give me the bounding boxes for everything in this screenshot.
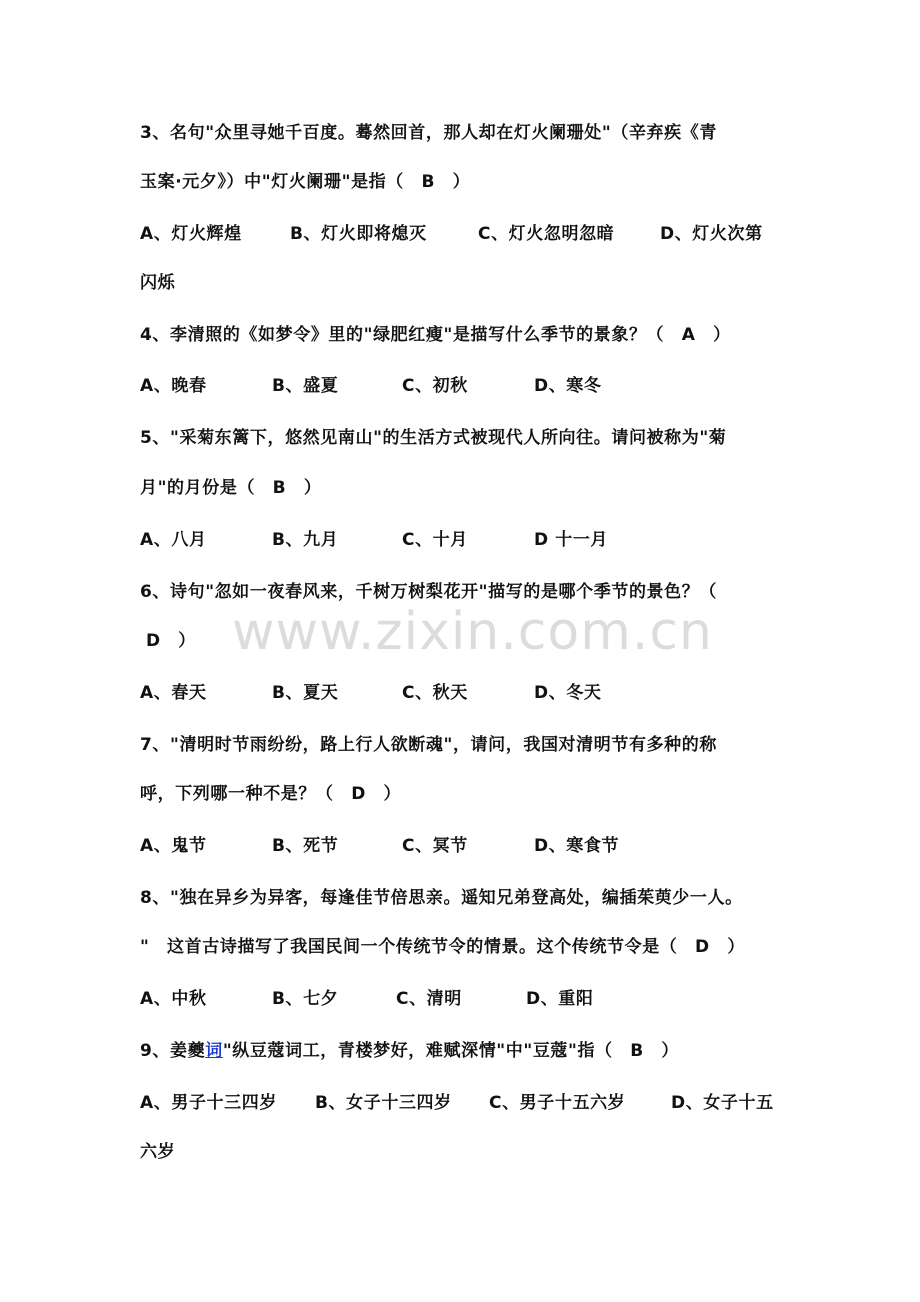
question-5-line-2: 月"的月份是（ B ）	[140, 478, 322, 498]
option-b: B、死节	[272, 836, 339, 856]
question-8-line-2: " 这首古诗描写了我国民间一个传统节令的情景。这个传统节令是（ D ）	[140, 937, 745, 957]
question-7-options	[140, 834, 619, 858]
option-b: B、夏天	[272, 683, 339, 703]
question-6-line-2: D ）	[146, 631, 196, 651]
question-5-options	[140, 528, 608, 552]
question-6-line-1: 6、诗句"忽如一夜春风来，千树万树梨花开"描写的是哪个季节的景色？（	[140, 582, 717, 602]
question-8-line-1: 8、"独在异乡为异客，每逢佳节倍思亲。遥知兄弟登高处，编插茱萸少一人。	[140, 888, 743, 908]
option-d: D、寒冬	[534, 376, 602, 396]
question-7-line-1: 7、"清明时节雨纷纷，路上行人欲断魂"，请问，我国对清明节有多种的称	[140, 735, 717, 755]
question-9-text: "纵豆蔻词工，青楼梦好，难赋深情"中"豆蔻"指（ B ）	[222, 1041, 680, 1061]
question-3-options-wrap: 闪烁	[140, 273, 176, 293]
option-d: D 十一月	[534, 530, 609, 550]
question-9-options-wrap: 六岁	[140, 1142, 176, 1162]
option-b: B、七夕	[272, 989, 339, 1009]
option-b: B、灯火即将熄灭	[290, 224, 427, 244]
option-b: B、女子十三四岁	[315, 1093, 452, 1113]
question-4-options	[140, 374, 602, 398]
option-a: A、鬼节	[140, 836, 207, 856]
option-d: D、女子十五	[671, 1093, 774, 1113]
option-b: B、九月	[272, 530, 339, 550]
question-3-line-1: 3、名句"众里寻她千百度。蓦然回首，那人却在灯火阑珊处"（辛弃疾《青	[140, 123, 717, 143]
option-a: A、八月	[140, 530, 207, 550]
option-c: C、秋天	[402, 683, 468, 703]
option-a: A、春天	[140, 683, 207, 703]
question-7-line-2: 呼，下列哪一种不是？（ D ）	[140, 784, 402, 804]
option-a: A、男子十三四岁	[140, 1093, 277, 1113]
option-a: A、灯火辉煌	[140, 224, 242, 244]
option-c: C、清明	[396, 989, 462, 1009]
option-c: C、十月	[402, 530, 468, 550]
question-9-prefix: 9、姜夔	[140, 1041, 206, 1061]
option-a: A、中秋	[140, 989, 207, 1009]
question-6-options	[140, 681, 602, 705]
option-d: D、灯火次第	[660, 224, 763, 244]
word-link[interactable]: 词	[205, 1041, 223, 1061]
question-9-options	[140, 1091, 774, 1115]
option-b: B、盛夏	[272, 376, 339, 396]
option-d: D、冬天	[534, 683, 602, 703]
question-9-line-1	[140, 1039, 679, 1063]
question-3-line-2: 玉案·元夕》）中"灯火阑珊"是指（ B ）	[140, 172, 471, 192]
question-8-options	[140, 987, 594, 1011]
option-a: A、晚春	[140, 376, 207, 396]
option-c: C、初秋	[402, 376, 468, 396]
option-c: C、灯火忽明忽暗	[478, 224, 615, 244]
question-3-options	[140, 222, 763, 246]
option-c: C、冥节	[402, 836, 468, 856]
question-5-line-1: 5、"采菊东篱下，悠然见南山"的生活方式被现代人所向往。请问被称为"菊	[140, 428, 727, 448]
watermark: www.zixin.com.cn	[232, 602, 713, 662]
question-4-line-1: 4、李清照的《如梦令》里的"绿肥红瘦"是描写什么季节的景象？（ A ）	[140, 325, 731, 345]
option-d: D、重阳	[526, 989, 594, 1009]
option-d: D、寒食节	[534, 836, 620, 856]
option-c: C、男子十五六岁	[489, 1093, 626, 1113]
